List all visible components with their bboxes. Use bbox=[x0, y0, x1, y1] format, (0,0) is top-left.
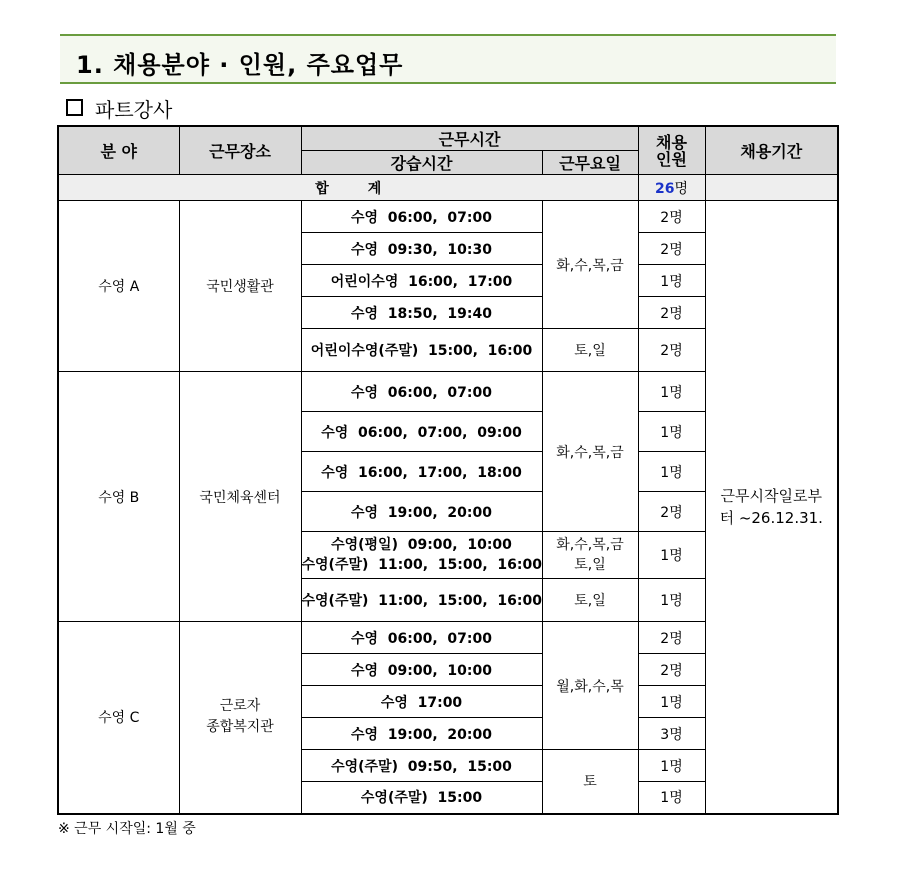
subsection-title-row bbox=[66, 94, 172, 123]
total-period-blank bbox=[705, 175, 838, 201]
start-date-note: ※ 근무 시작일: 1월 중 bbox=[58, 821, 196, 837]
header-location: 근무장소 bbox=[179, 126, 301, 175]
class-time-cell: 수영 06:00, 07:00 bbox=[301, 201, 542, 233]
headcount-cell: 1명 bbox=[638, 452, 705, 492]
group-a-field: 수영 A bbox=[58, 201, 179, 372]
class-time-cell: 수영 06:00, 07:00 bbox=[301, 372, 542, 412]
total-label: 합 계 bbox=[58, 175, 638, 201]
total-unit: 명 bbox=[674, 180, 689, 197]
work-days-cell bbox=[542, 532, 638, 579]
work-days-cell: 화,수,목,금 bbox=[542, 372, 638, 532]
total-count bbox=[638, 175, 705, 201]
group-c-location bbox=[179, 622, 301, 814]
work-days-cell: 월,화,수,목 bbox=[542, 622, 638, 750]
header-class-time: 강습시간 bbox=[301, 151, 542, 175]
group-c-location-line1: 근로자 bbox=[219, 698, 261, 715]
period-text: 근무시작일로부터 ~26.12.31. bbox=[719, 486, 823, 527]
section-title-bar bbox=[60, 34, 836, 84]
square-box-icon bbox=[66, 99, 83, 116]
class-time-cell: 수영 16:00, 17:00, 18:00 bbox=[301, 452, 542, 492]
class-time-cell: 어린이수영 16:00, 17:00 bbox=[301, 265, 542, 297]
headcount-cell: 1명 bbox=[638, 265, 705, 297]
header-field: 분 야 bbox=[58, 126, 179, 175]
headcount-cell: 1명 bbox=[638, 412, 705, 452]
class-time-cell: 수영 09:00, 10:00 bbox=[301, 654, 542, 686]
header-work-time: 근무시간 bbox=[301, 126, 638, 151]
class-time-cell: 수영 06:00, 07:00 bbox=[301, 622, 542, 654]
headcount-cell: 3명 bbox=[638, 718, 705, 750]
class-time-cell: 수영(주말) 11:00, 15:00, 16:00 bbox=[301, 579, 542, 622]
headcount-cell: 2명 bbox=[638, 329, 705, 372]
group-c-field: 수영 C bbox=[58, 622, 179, 814]
class-time-cell: 수영 19:00, 20:00 bbox=[301, 492, 542, 532]
class-time-cell: 수영 18:50, 19:40 bbox=[301, 297, 542, 329]
class-time-cell: 수영 19:00, 20:00 bbox=[301, 718, 542, 750]
headcount-cell: 1명 bbox=[638, 532, 705, 579]
class-time-weekend: 수영(주말) 11:00, 15:00, 16:00 bbox=[301, 557, 542, 573]
work-days-weekday: 화,수,목,금 bbox=[556, 537, 624, 553]
work-days-cell: 토,일 bbox=[542, 329, 638, 372]
work-days-cell: 화,수,목,금 bbox=[542, 201, 638, 329]
section-title: 1. 채용분야 · 인원, 주요업무 bbox=[76, 51, 404, 79]
group-c-location-line2: 종합복지관 bbox=[206, 719, 274, 736]
class-time-weekday: 수영(평일) 09:00, 10:00 bbox=[331, 537, 512, 553]
work-days-cell: 토,일 bbox=[542, 579, 638, 622]
group-a-location: 국민생활관 bbox=[179, 201, 301, 372]
class-time-cell bbox=[301, 532, 542, 579]
header-headcount bbox=[638, 126, 705, 175]
period-cell bbox=[705, 201, 838, 814]
header-period: 채용기간 bbox=[705, 126, 838, 175]
class-time-cell: 수영(주말) 15:00 bbox=[301, 782, 542, 814]
headcount-cell: 2명 bbox=[638, 654, 705, 686]
class-time-cell: 수영 17:00 bbox=[301, 686, 542, 718]
class-time-cell: 수영(주말) 09:50, 15:00 bbox=[301, 750, 542, 782]
headcount-cell: 1명 bbox=[638, 579, 705, 622]
headcount-cell: 1명 bbox=[638, 372, 705, 412]
class-time-cell: 수영 09:30, 10:30 bbox=[301, 233, 542, 265]
headcount-cell: 1명 bbox=[638, 750, 705, 782]
header-work-days: 근무요일 bbox=[542, 151, 638, 175]
subsection-title: 파트강사 bbox=[95, 98, 173, 122]
headcount-cell: 2명 bbox=[638, 201, 705, 233]
headcount-cell: 2명 bbox=[638, 622, 705, 654]
group-b-field: 수영 B bbox=[58, 372, 179, 622]
work-days-weekend: 토,일 bbox=[574, 557, 606, 573]
header-headcount-text: 채용인원 bbox=[656, 132, 687, 169]
work-days-cell: 토 bbox=[542, 750, 638, 814]
headcount-cell: 2명 bbox=[638, 233, 705, 265]
group-b-location: 국민체육센터 bbox=[179, 372, 301, 622]
total-number: 26 bbox=[655, 180, 675, 197]
headcount-cell: 2명 bbox=[638, 297, 705, 329]
headcount-cell: 1명 bbox=[638, 782, 705, 814]
class-time-cell: 어린이수영(주말) 15:00, 16:00 bbox=[301, 329, 542, 372]
headcount-cell: 2명 bbox=[638, 492, 705, 532]
headcount-cell: 1명 bbox=[638, 686, 705, 718]
recruitment-table bbox=[57, 125, 839, 815]
class-time-cell: 수영 06:00, 07:00, 09:00 bbox=[301, 412, 542, 452]
